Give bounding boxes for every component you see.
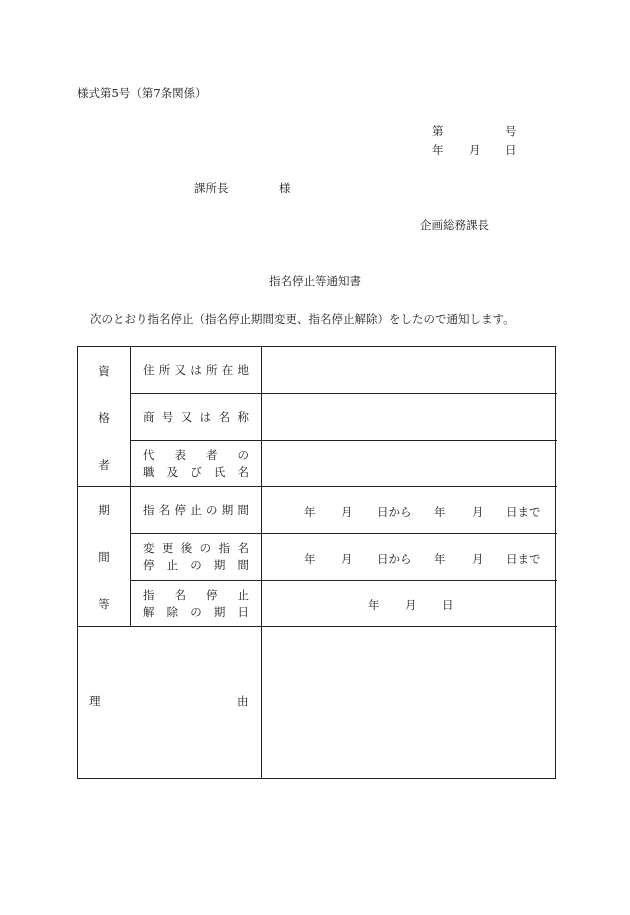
period-group-char-2: 間 <box>98 550 110 564</box>
form-reference: 様式第5号（第7条関係） <box>77 86 207 100</box>
trade-name-value-field[interactable] <box>262 394 557 440</box>
intro-text: 次のとおり指名停止（指名停止期間変更、指名停止解除）をしたので通知します。 <box>90 312 515 326</box>
notice-form-table <box>77 346 556 779</box>
suspension-period-field[interactable]: 年 月 日から 年 月 日まで <box>304 505 541 519</box>
address-value-field[interactable] <box>262 347 557 393</box>
label-representative: 代 表 者 の 職 及 び 氏 名 <box>143 447 249 479</box>
document-title: 指名停止等通知書 <box>269 274 361 288</box>
document-number-suffix: 号 <box>505 124 517 138</box>
period-group-char-1: 期 <box>98 503 110 517</box>
reason-label-right: 由 <box>237 694 249 708</box>
reason-label-left: 理 <box>89 694 101 708</box>
date-year: 年 <box>432 143 444 157</box>
date-day: 日 <box>505 143 517 157</box>
qualifier-char-3: 者 <box>98 458 110 472</box>
period-group-char-3: 等 <box>98 597 110 611</box>
document-number-prefix: 第 <box>432 124 444 138</box>
issuer: 企画総務課長 <box>420 218 489 232</box>
label-changed-period: 変 更 後 の 指 名 停 止 の 期 間 <box>143 541 249 572</box>
release-date-field[interactable]: 年 月 日 <box>368 598 454 612</box>
label-trade-name: 商 号 又 は 名 称 <box>143 409 249 424</box>
label-suspension-period: 指 名 停 止 の 期 間 <box>143 502 249 517</box>
label-address: 住 所 又 は 所 在 地 <box>143 362 249 377</box>
changed-period-field[interactable]: 年 月 日から 年 月 日まで <box>304 552 541 566</box>
label-release-date: 指 名 停 止 解 除 の 期 日 <box>143 587 249 619</box>
representative-value-field[interactable] <box>262 441 557 486</box>
qualifier-char-1: 資 <box>98 364 110 378</box>
addressee-dept: 課所長 <box>194 181 229 195</box>
addressee-honorific: 様 <box>279 181 291 195</box>
date-month: 月 <box>469 143 481 157</box>
reason-value-field[interactable] <box>262 627 557 779</box>
qualifier-char-2: 格 <box>98 411 110 425</box>
